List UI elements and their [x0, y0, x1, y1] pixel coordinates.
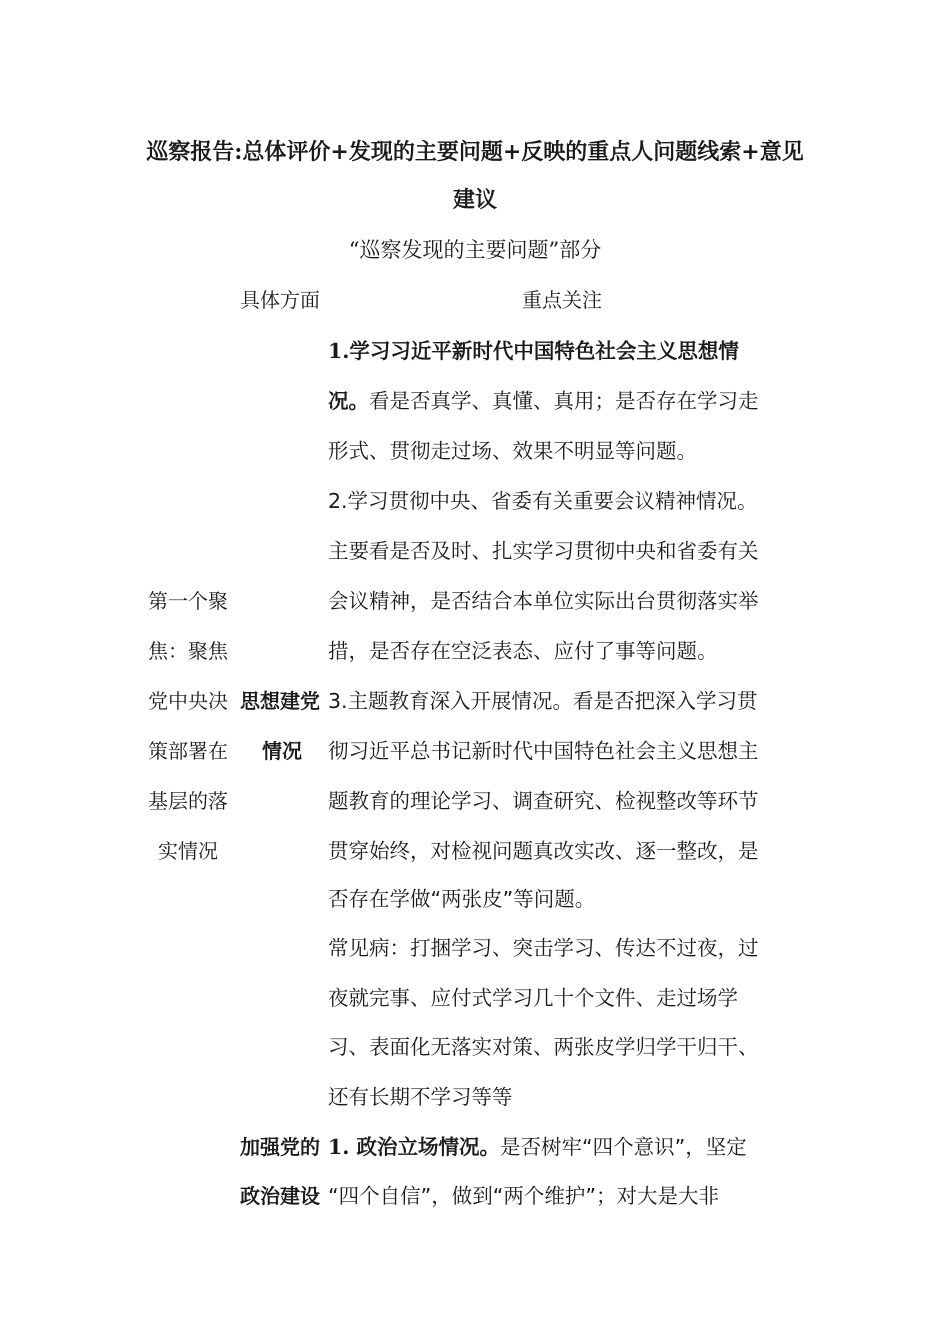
- aspect2-line-1: 加强党的: [240, 1135, 320, 1159]
- item-3-line-4: 贯穿始终，对检视问题真改实改、逐一整改，是: [328, 839, 759, 863]
- item-3-line-3: 题教育的理论学习、调查研究、检视整改等环节: [328, 789, 759, 813]
- focus-line-2: 焦：聚焦: [148, 639, 228, 663]
- item-1-line-3: 形式、贯彻走过场、效果不明显等问题。: [328, 439, 697, 463]
- item-4-line-1: 常见病：打捆学习、突击学习、传达不过夜，过: [328, 936, 759, 960]
- item2-1-line-1: [328, 1132, 747, 1162]
- column-header-aspect: 具体方面: [240, 288, 320, 312]
- focus-line-6: 实情况: [158, 839, 218, 863]
- item-4-line-3: 习、表面化无落实对策、两张皮学归学干归干、: [328, 1035, 759, 1059]
- item-1-heading-end: 况。: [328, 389, 369, 413]
- item-4-line-4: 还有长期不学习等等: [328, 1085, 513, 1109]
- doc-subtitle: “巡察发现的主要问题”部分: [348, 238, 602, 262]
- item-2-line-3: 会议精神，是否结合本单位实际出台贯彻落实举: [328, 589, 759, 613]
- item2-1-heading: 1. 政治立场情况。: [328, 1135, 501, 1159]
- item-1-line-2: [328, 386, 759, 416]
- column-header-focus: 重点关注: [522, 288, 602, 312]
- focus-line-4: 策部署在: [148, 739, 228, 763]
- aspect2-line-2: 政治建设: [240, 1184, 320, 1208]
- item-2-line-1: 2.学习贯彻中央、省委有关重要会议精神情况。: [328, 489, 758, 513]
- focus-line-1: 第一个聚: [148, 589, 228, 613]
- item-2-line-4: 措，是否存在空泛表态、应付了事等问题。: [328, 639, 718, 663]
- aspect-line-1: 思想建党: [240, 689, 320, 713]
- doc-title-line-2: 建议: [452, 187, 497, 213]
- item-1-text: 看是否真学、真懂、真用；是否存在学习走: [369, 389, 759, 413]
- item-4-line-2: 夜就完事、应付式学习几十个文件、走过场学: [328, 986, 738, 1010]
- item2-1-line-2: “四个自信”，做到“两个维护”；对大是大非: [328, 1184, 719, 1208]
- item-3-line-1: 3.主题教育深入开展情况。看是否把深入学习贯: [328, 689, 758, 713]
- doc-title-line-1: 巡察报告:总体评价+发现的主要问题+反映的重点人问题线索+意见: [146, 139, 804, 165]
- focus-line-3: 党中央决: [148, 689, 228, 713]
- item-2-line-2: 主要看是否及时、扎实学习贯彻中央和省委有关: [328, 539, 759, 563]
- item-1-line-1: [328, 336, 739, 366]
- item-3-line-2: 彻习近平总书记新时代中国特色社会主义思想主: [328, 739, 759, 763]
- item2-1-text: 是否树牢“四个意识”，坚定: [500, 1135, 747, 1159]
- item-1-heading: 1.学习习近平新时代中国特色社会主义思想情: [328, 339, 739, 363]
- aspect-line-2: 情况: [262, 739, 302, 763]
- item-3-line-5: 否存在学做“两张皮”等问题。: [328, 887, 596, 911]
- focus-line-5: 基层的落: [148, 789, 228, 813]
